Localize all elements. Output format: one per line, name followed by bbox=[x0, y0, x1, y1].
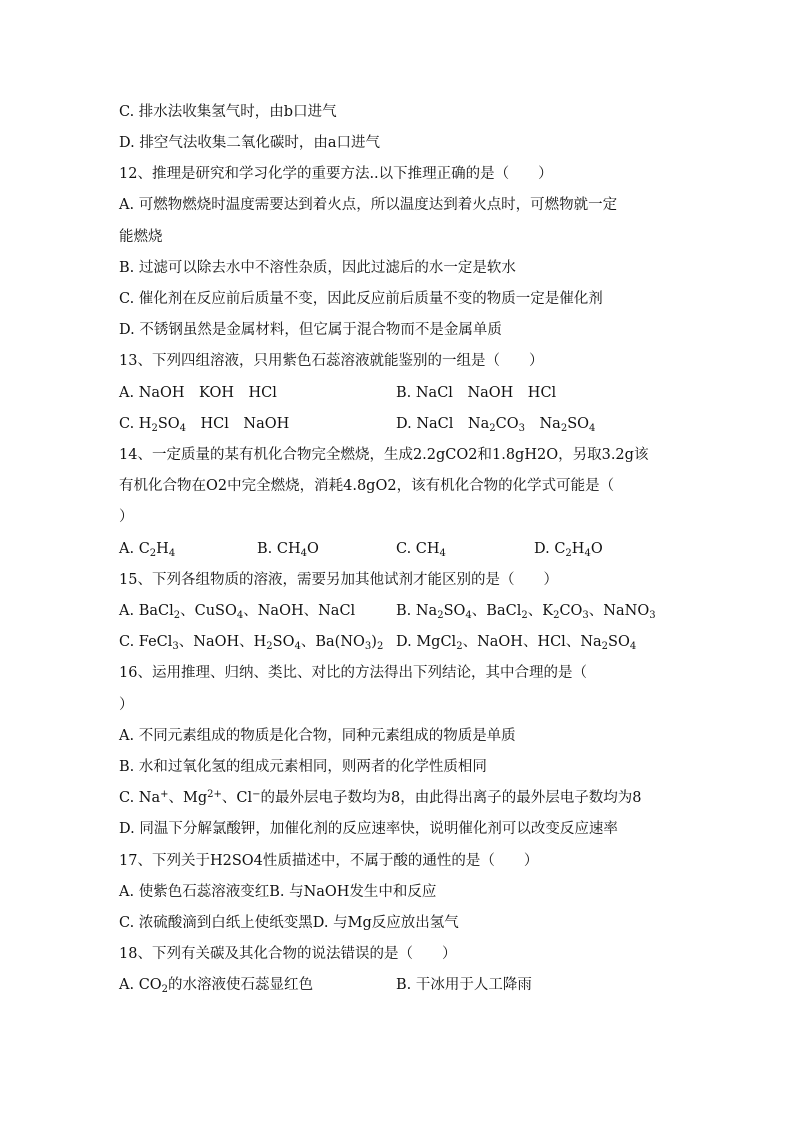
q15-option-a: A. BaCl$_2$、CuSO$_4$、NaOH、NaCl bbox=[119, 603, 356, 621]
q16-stem: 16、运用推理、归纳、类比、对比的方法得出下列结论，其中合理的是（ bbox=[119, 665, 587, 681]
q12-option-b: B. 过滤可以除去水中不溶性杂质，因此过滤后的水一定是软水 bbox=[119, 260, 516, 276]
q12-option-a: A. 可燃物燃烧时温度需要达到着火点，所以温度达到着火点时，可燃物就一定 bbox=[119, 197, 618, 213]
q17-stem: 17、下列关于H2SO4性质描述中，不属于酸的通性的是（ ） bbox=[119, 853, 539, 869]
q14-option-a: A. $C_2H_4$ bbox=[119, 541, 176, 559]
q16-option-d: D. 同温下分解氯酸钾，加催化剂的反应速率快，说明催化剂可以改变反应速率 bbox=[119, 821, 618, 837]
q14-option-b: B. $CH_4O$ bbox=[257, 541, 319, 559]
q14-option-c: C. $CH_4$ bbox=[396, 541, 446, 559]
q15-row2 bbox=[119, 632, 637, 652]
q14-stem-end: ） bbox=[119, 509, 134, 525]
q13-row1 bbox=[119, 383, 557, 403]
q12-stem: 12、推理是研究和学习化学的重要方法..以下推理正确的是（ ） bbox=[119, 166, 553, 182]
q16-option-a: A. 不同元素组成的物质是化合物，同种元素组成的物质是单质 bbox=[119, 728, 516, 744]
q12-option-d: D. 不锈钢虽然是金属材料，但它属于混合物而不是金属单质 bbox=[119, 322, 502, 338]
q14-options bbox=[119, 539, 603, 559]
q15-option-b: B. $Na_2SO_4$、BaCl$_2$、$K_2CO_3$、NaNO$_3$ bbox=[396, 603, 656, 621]
q18-row1 bbox=[119, 975, 532, 995]
q13-option-d: D. NaCl $Na_2CO_3$ $Na_2SO_4$ bbox=[396, 416, 596, 434]
q18-option-b: B. 干冰用于人工降雨 bbox=[396, 977, 532, 993]
q13-option-b: B. NaCl NaOH HCl bbox=[396, 385, 557, 401]
q16-stem-end: ） bbox=[119, 697, 134, 713]
q12-option-c: C. 催化剂在反应前后质量不变，因此反应前后质量不变的物质一定是催化剂 bbox=[119, 291, 603, 307]
q13-option-c: C. $H_2SO_4$ HCl NaOH bbox=[119, 416, 290, 434]
q13-option-a: A. NaOH KOH HCl bbox=[119, 385, 277, 401]
q15-row1 bbox=[119, 601, 656, 621]
q12-option-a-cont: 能燃烧 bbox=[119, 229, 163, 245]
q11-option-d: D. 排空气法收集二氧化碳时，由a口进气 bbox=[119, 135, 380, 151]
q18-option-a: A. $CO_2$的水溶液使石蕊显红色 bbox=[119, 977, 314, 995]
q14-stem: 14、一定质量的某有机化合物完全燃烧，生成2.2gCO2和1.8gH2O，另取3.2g该 bbox=[119, 447, 649, 463]
q18-stem: 18、下列有关碳及其化合物的说法错误的是（ ） bbox=[119, 946, 457, 962]
q16-option-c: C. Na+、$Mg^{2+}$、Cl−的最外层电子数均为8，由此得出离子的最外层电子数均为8 bbox=[119, 789, 642, 806]
q14-stem-cont: 有机化合物在O2中完全燃烧，消耗4.8gO2，该有机化合物的化学式可能是（ bbox=[119, 478, 615, 494]
q17-options-cd: C. 浓硫酸滴到白纸上使纸变黑D. 与Mg反应放出氢气 bbox=[119, 915, 459, 931]
q11-option-c: C. 排水法收集氢气时，由b口进气 bbox=[119, 104, 337, 120]
q17-options-ab: A. 使紫色石蕊溶液变红B. 与NaOH发生中和反应 bbox=[119, 884, 437, 900]
q16-option-b: B. 水和过氧化氢的组成元素相同，则两者的化学性质相同 bbox=[119, 759, 487, 775]
q15-stem: 15、下列各组物质的溶液，需要另加其他试剂才能区别的是（ ） bbox=[119, 572, 558, 588]
q14-option-d: D. $C_2H_4O$ bbox=[534, 541, 603, 559]
q15-option-c: C. FeCl$_3$、NaOH、$H_2SO_4$、$Ba(NO_3)_2$ bbox=[119, 634, 384, 652]
q13-stem: 13、下列四组溶液，只用紫色石蕊溶液就能鉴别的一组是（ ） bbox=[119, 353, 544, 369]
q13-row2 bbox=[119, 414, 596, 434]
q15-option-d: D. MgCl$_2$、NaOH、HCl、$Na_2SO_4$ bbox=[396, 634, 637, 652]
